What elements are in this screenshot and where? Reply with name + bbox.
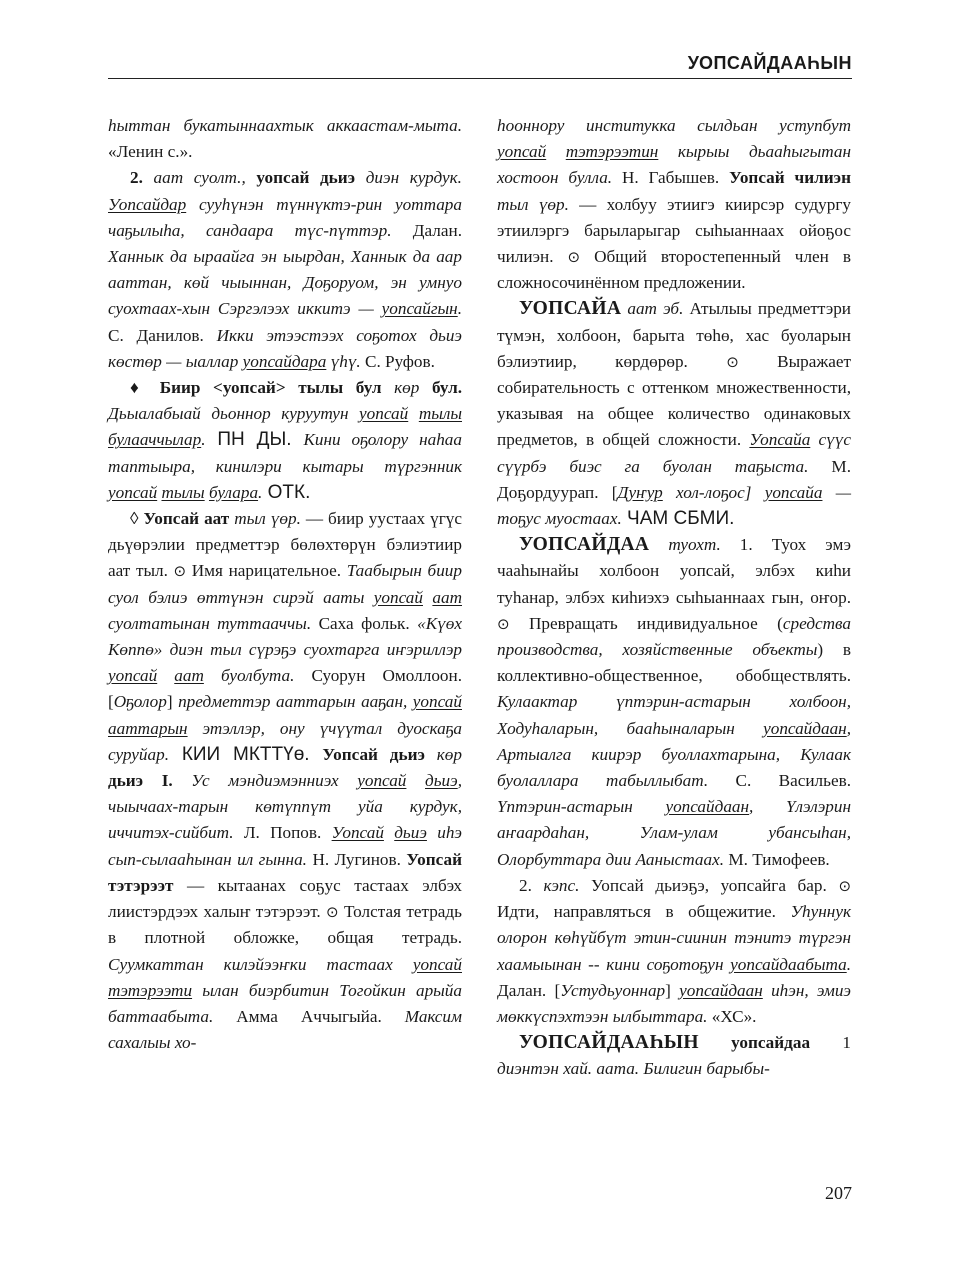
source-ref: ПН ДЫ. <box>205 429 304 451</box>
entry-uopsaidaahyn <box>497 1030 851 1082</box>
example-keyword: дьиэ <box>425 771 458 791</box>
example-keyword: Уопсай <box>331 823 384 843</box>
example-text: буолбута. <box>203 666 295 686</box>
example-keyword: уопсай <box>412 954 462 974</box>
example-keyword: тэтэрээтин <box>565 142 659 162</box>
example-keyword: аат <box>174 666 204 686</box>
example-text: кырыы дьааһыгытан хостоон булла. <box>497 142 851 188</box>
example-text: Ханнык да ыраайга эн ыырдан, Ханнык да аар ааттан, көй чыыннан, Доҕоруом, эн умнуо суохтаах-хын Сэргэлээх иккитэ — <box>108 247 462 319</box>
source-ref: ЧАМ СБМИ. <box>621 508 735 530</box>
example-text: Таабырын биир суол бэлиэ өттүнэн сирэй ааты <box>108 561 462 607</box>
example-keyword: уопсай <box>359 404 409 424</box>
definition-text: Уопсай дьиэҕэ, уопсайга бар. <box>579 875 839 895</box>
cross-ref-word: уопсайдаа <box>698 1033 811 1053</box>
headword: УОПСАЙДААҺЫН <box>519 1032 699 1054</box>
source-ref: М. Тимофеев. <box>724 849 830 869</box>
entry-uopsaidaa-sense-2 <box>497 873 851 1030</box>
grammar-label: тыл үөр. <box>229 509 301 529</box>
grammar-label: аат эб. <box>621 299 684 319</box>
example-keyword: тылы <box>418 404 462 424</box>
example-text: иһэн, эмиэ мөккүспэхтээн ылбыттара. <box>497 980 851 1026</box>
source-ref: Н. Габышев. <box>612 168 730 188</box>
definition-text: диэн курдук. <box>355 168 462 188</box>
diamond-icon: ♦ <box>130 378 148 398</box>
source-ref: Саха фольк. <box>311 613 418 633</box>
headword: УОПСАЙДАА <box>519 534 650 556</box>
entry-sense-2 <box>108 165 462 375</box>
punct: . <box>846 954 851 974</box>
example-text: иһэ сып-сылааһынан ил гынна. <box>108 823 462 869</box>
source-ref: Амма Аччыгыйа. <box>213 1006 405 1026</box>
source-ref: М. Доҕордуурап. [ <box>497 456 851 502</box>
entry-continuation <box>497 113 851 296</box>
example-text: Максим сахалыы хо- <box>108 1006 462 1053</box>
example-text: Үптэрин-астарын <box>497 797 666 817</box>
example-text: , Артыалга киирэр буоллахтарына, Кулаак буолаллара табыллыбат. <box>497 718 851 791</box>
example-text: ылан биэрбитин Тогойкин арыйа баттаабыта. <box>108 980 462 1026</box>
example-keyword: булааччылар <box>108 430 202 450</box>
example-keyword: уопсай <box>357 771 407 791</box>
page-number: 207 <box>825 1183 852 1203</box>
punct: . <box>201 430 206 450</box>
example-keyword: аат <box>432 587 462 607</box>
source-ref: С. Руфов. <box>360 351 435 371</box>
entry-uopsaidaa <box>497 532 851 873</box>
example-keyword: уопсай <box>497 142 547 162</box>
space <box>157 666 174 685</box>
space <box>408 404 419 423</box>
term-headword: Уопсай аат <box>138 509 230 529</box>
example-text: Устудьуоннар <box>560 980 666 1000</box>
term-entry-uopsai-aat <box>108 506 462 1056</box>
circled-dot-icon: ⊙ <box>838 876 852 895</box>
definition-text: — кытаанах соҕус тастаах элбэх лиистэрдээх халыҥ тэтэрээт. <box>108 875 462 922</box>
punct: ] <box>665 980 680 1000</box>
term-headword: Уопсай чилиэн <box>729 168 851 188</box>
grammar-label: аат суолт., <box>142 168 257 188</box>
source-ref: Далан. [ <box>497 980 561 1000</box>
circled-dot-icon: ⊙ <box>567 248 581 267</box>
left-column <box>108 113 462 1056</box>
source-ref: Л. Попов. <box>233 823 332 843</box>
example-keyword: ааттарын <box>108 718 188 738</box>
example-text: предметтэр ааттарын ааҕан, <box>178 692 413 712</box>
example-keyword: Уопсайдар <box>108 194 187 214</box>
definition-text: — холбуу этиигэ киирсэр судургу этиилэргэ барыларыгар сыһыаннаах ойоҕос чилиэн. <box>497 194 851 267</box>
cross-ref-label: көр <box>394 378 420 398</box>
example-keyword: уопсай <box>373 587 423 607</box>
example-text: Кулаактар үптэрин-астарын холбоон, Ходуһаларын, бааһыналарын <box>497 692 851 738</box>
translation-text: Толстая тетрадь в плотной обложке, общая тетрадь. <box>108 902 462 948</box>
example-keyword: Уопсайа <box>749 430 811 450</box>
example-text: Уһуннук олорон көһүйбүт этин-сиинин тэнитэ түргэн хаамыынан -- кини соҕотоҕун <box>497 902 851 974</box>
space <box>384 823 394 842</box>
example-text: Суумкаттан килэйээҥки тастаах <box>108 954 413 974</box>
space <box>423 588 432 607</box>
sense-phrase: уопсай дьиэ <box>256 168 356 188</box>
example-text: Дьыалабыай дьоннор куруутун <box>108 404 360 424</box>
term-headword: Уопсай дьиэ <box>322 744 425 764</box>
circled-dot-icon: ⊙ <box>326 903 339 922</box>
example-keyword: уопсайдара <box>242 351 327 371</box>
example-text: Икки этээстээх соҕотох дьиэ көстөр — ыаллар <box>108 325 463 371</box>
punct: . <box>457 299 462 319</box>
sense-number: 2. <box>130 168 143 188</box>
translation-text: ) в коллективно-общественное, обобществлять. <box>497 640 851 686</box>
example-text: һооннору институкка сылдьан уступбут <box>497 116 851 135</box>
entry-continuation <box>108 113 462 165</box>
example-text: Оҕолор <box>113 692 167 712</box>
example-text: Кини оҕолору наһаа таптыыра, кинилэри кытары түргэнник <box>108 430 462 476</box>
example-text: Ус мэндиэмэнниэх <box>172 771 358 791</box>
translation-text: Общий второстепенный член в сложносочинённом предложении. <box>497 247 851 293</box>
translation-text: Имя нарицательное. <box>186 561 347 581</box>
example-keyword: уопсайдаан <box>763 718 847 738</box>
source-ref: ОТК. <box>262 481 311 503</box>
running-title: УОПСАЙДААҺЫН <box>687 53 852 73</box>
source-ref: С. Васильев. <box>708 771 851 791</box>
example-text: , чыычаах-тарын көтүппүт уйа курдук, иччитэх-сийбит. <box>108 771 462 843</box>
source-ref: С. Данилов. <box>108 325 217 345</box>
definition-text: 1. Туох эмэ чааһынайы холбоон уопсай, элбэх киһи туһанар, элбэх киһиэхэ сыһыаннаах гын, оҥор. <box>497 535 851 607</box>
example-text: үһү. <box>326 351 361 371</box>
source-ref: Н. Лугинов. <box>306 849 407 869</box>
example-text: «Күөх Көппө» диэн тыл сүрэҕэ суохтарга иҥэриллэр <box>108 613 462 660</box>
lozenge-icon: ◊ <box>130 509 139 529</box>
example-text: хол-лоҕос] <box>662 482 765 502</box>
example-keyword: уопсай <box>108 482 158 502</box>
example-keyword: уопсайдаан <box>665 797 750 817</box>
space <box>546 142 566 161</box>
circled-dot-icon: ⊙ <box>497 614 510 633</box>
entry-uopsaia <box>497 296 851 532</box>
cross-ref-label: көр <box>424 744 462 764</box>
example-text: , Үлэлэрин аҥаардаһан, Улам-улам убансыһан, Олорбуттара дии Ааныстаах. <box>497 797 851 869</box>
definition-text: — биир уустаах үгүс дьүөрэлии предметтэр бөлөхтөрүн бэлиэтиир аат тыл. <box>108 509 463 581</box>
sense-number: 2. <box>519 875 544 895</box>
space <box>406 771 425 790</box>
definition-text: Атылыы предметтэри түмэн, холбоон, барыта төһө, хас буоларын бэлиэтиир, көрдөрөр. <box>497 299 851 371</box>
punct: ] <box>166 692 179 712</box>
grammar-label: кэпс. <box>543 875 580 895</box>
example-text: суолтатынан туттааччы. <box>108 613 312 633</box>
source-ref: Суорун Омоллоон. [ <box>108 666 463 712</box>
translation-note: средства производства, хозяйственные объекты <box>497 613 851 660</box>
phrase-entry-biir-uopsai-tyly-bul <box>108 375 462 506</box>
source-ref: «Ленин с.». <box>108 142 193 162</box>
example-text: сууһүнэн түннүктэ-рин уоттара чаҕылыһа, сандаара түс-пүттэр. <box>108 194 462 240</box>
example-text: — тоҕус муостаах. <box>497 482 851 529</box>
translation-text: Превращать индивидуальное ( <box>509 613 783 633</box>
definition-text: диэнтэн хай. аата. Билигин барыбы- <box>497 1059 770 1079</box>
punct: . <box>258 482 263 502</box>
example-keyword: уопсайдаан <box>679 980 763 1000</box>
example-keyword: дьиэ <box>394 823 427 843</box>
example-keyword: уопсай <box>412 692 462 712</box>
example-keyword: Дуҥур <box>617 482 663 502</box>
example-text: һыттан букатыннаахтык аккаастам-мыта. <box>108 116 462 135</box>
circled-dot-icon: ⊙ <box>173 562 187 581</box>
grammar-label: туохт. <box>649 535 721 555</box>
source-ref: «ХС». <box>707 1006 757 1026</box>
circled-dot-icon: ⊙ <box>726 352 739 371</box>
example-keyword: уопсайдаабыта <box>730 954 847 974</box>
term-headword: Уопсай тэтэрээт <box>108 849 462 895</box>
running-header <box>108 52 852 79</box>
example-keyword: тылы <box>161 482 205 502</box>
grammar-label: тыл үөр. <box>497 194 569 214</box>
cross-ref-word: дьиэ I. <box>108 771 173 791</box>
source-ref: КИИ МКТТҮө. <box>169 743 323 765</box>
right-column <box>497 113 851 1083</box>
headword: УОПСАЙА <box>519 298 622 320</box>
example-keyword: булара <box>208 482 259 502</box>
example-keyword: тэтэрээти <box>108 980 193 1000</box>
example-text: сүүс сүүрбэ биэс га буолан таҕыста. <box>497 430 851 476</box>
example-keyword: уопсайгын <box>381 299 458 319</box>
example-text: этэллэр, ону үчүүтал дуоскаҕа суруйар. <box>108 718 462 764</box>
sense-number: 1 <box>810 1033 851 1053</box>
phrase-headword: Биир <уопсай> тылы бул <box>147 378 395 398</box>
translation-text: Выражает собирательность с оттенком множественности, указывая на общее количество одинаковых предметов, в общей сложности. <box>497 351 851 450</box>
example-keyword: уопсай <box>108 666 158 686</box>
translation-text: Идти, направляться в общежитие. <box>497 902 791 922</box>
cross-ref-word: бул. <box>419 378 463 398</box>
example-keyword: уопсайа <box>764 482 823 502</box>
source-ref: Далан. <box>391 220 462 240</box>
